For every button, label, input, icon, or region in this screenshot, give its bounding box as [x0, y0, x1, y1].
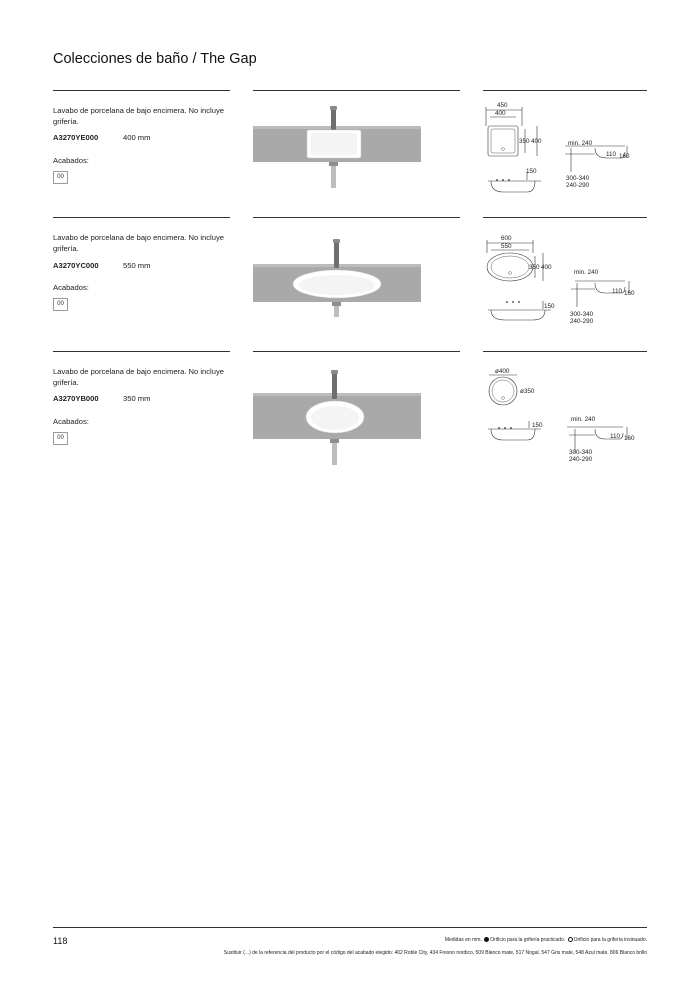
product-code: A3270YC000 — [53, 261, 99, 270]
product-size: 350 mm — [123, 394, 151, 403]
footer-divider — [53, 927, 647, 928]
dimension-label: 240-290 — [569, 456, 593, 463]
divider — [483, 90, 647, 91]
divider — [53, 217, 230, 218]
technical-drawing — [483, 357, 647, 467]
measures-note: Medidas en mm. — [444, 937, 482, 943]
dimension-label: 110 — [610, 433, 621, 440]
product-section-1 — [53, 90, 647, 218]
dimension-label: 240-290 — [566, 182, 590, 189]
product-description: Lavabo de porcelana de bajo encimera. No incluye grifería. — [53, 367, 224, 387]
product-size: 550 mm — [123, 261, 151, 270]
dimension-label: 450 — [497, 102, 508, 109]
faucet — [332, 372, 337, 399]
dimension-label: min. 240 — [574, 269, 599, 276]
dimension-label: 110 — [612, 288, 623, 295]
basin-top-view — [488, 126, 518, 156]
dimension-label: 350 — [519, 138, 530, 145]
dimension-label: 400 — [495, 110, 506, 117]
finish-swatch: 00 — [53, 298, 68, 311]
faucet — [331, 108, 336, 130]
product-description: Lavabo de porcelana de bajo encimera. No incluye grifería. — [53, 233, 224, 253]
dimension-label: 300-340 — [570, 311, 594, 318]
dimension-label: min. 240 — [571, 416, 596, 423]
divider — [253, 217, 460, 218]
product-section-3 — [53, 351, 647, 479]
divider — [483, 351, 647, 352]
dimension-label: 550 — [501, 243, 512, 250]
dimension-label: 350 — [529, 264, 540, 271]
dimension-label: 240-290 — [570, 318, 594, 325]
dimension-label: 160 — [619, 153, 630, 160]
basin-side-view — [491, 310, 545, 320]
product-code-row — [53, 261, 150, 270]
finish-swatch: 00 — [53, 171, 68, 184]
product-photo — [253, 357, 421, 467]
finishes-label: Acabados: — [53, 283, 89, 292]
dimension-label: 110 — [606, 151, 617, 158]
footer-legend — [445, 937, 647, 943]
dimension-label: 160 — [624, 290, 635, 297]
dimension-label: 150 — [532, 422, 543, 429]
product-section-2 — [53, 217, 647, 345]
finishes-label: Acabados: — [53, 156, 89, 165]
hole-marked-note: Orificio para la grifería insinuado. — [573, 937, 647, 943]
product-code: A3270YB000 — [53, 394, 99, 403]
product-photo — [253, 223, 421, 319]
dimension-label: min. 240 — [568, 140, 593, 147]
product-code-row — [53, 394, 150, 403]
dimension-label: 600 — [501, 235, 512, 242]
basin-top-view — [489, 377, 517, 405]
substitution-note: Sustituir (...) de la referencia del producto por el código del acabado elegido: 402 Roble City, 434 Fresno nordico, 509 Blanco mate, 517 Nogal, 547 Gris mate, 548 Azul mate, 806 Blanco brillo — [223, 950, 647, 956]
dimension-label: 150 — [544, 303, 555, 310]
finish-swatch: 00 — [53, 432, 68, 445]
basin-side-view — [491, 181, 535, 192]
technical-drawing — [483, 96, 647, 206]
page-title: Colecciones de baño / The Gap — [53, 51, 257, 67]
basin-top-view — [487, 253, 533, 281]
filled-circle-icon — [484, 937, 489, 942]
product-size: 400 mm — [123, 133, 151, 142]
product-code-row — [53, 133, 150, 142]
dimension-label: ø350 — [520, 388, 535, 395]
product-photo — [253, 96, 421, 192]
divider — [253, 351, 460, 352]
faucet — [334, 241, 339, 268]
finishes-label: Acabados: — [53, 417, 89, 426]
dimension-label: 160 — [624, 435, 635, 442]
technical-drawing — [483, 223, 647, 333]
hole-drilled-note: Orificio para la grifería practicado. — [490, 937, 566, 943]
page-number: 118 — [53, 936, 68, 946]
basin-side-view — [491, 429, 535, 440]
dimension-label: 300-340 — [569, 449, 593, 456]
product-description: Lavabo de porcelana de bajo encimera. No incluye grifería. — [53, 106, 224, 126]
divider — [483, 217, 647, 218]
dimension-label: 150 — [526, 168, 537, 175]
divider — [253, 90, 460, 91]
dimension-label: 300-340 — [566, 175, 590, 182]
dimension-label: 400 — [541, 264, 552, 271]
divider — [53, 90, 230, 91]
empty-circle-icon — [568, 937, 573, 942]
dimension-label: ø400 — [495, 368, 510, 375]
divider — [53, 351, 230, 352]
product-code: A3270YE000 — [53, 133, 99, 142]
dimension-label: 400 — [531, 138, 542, 145]
